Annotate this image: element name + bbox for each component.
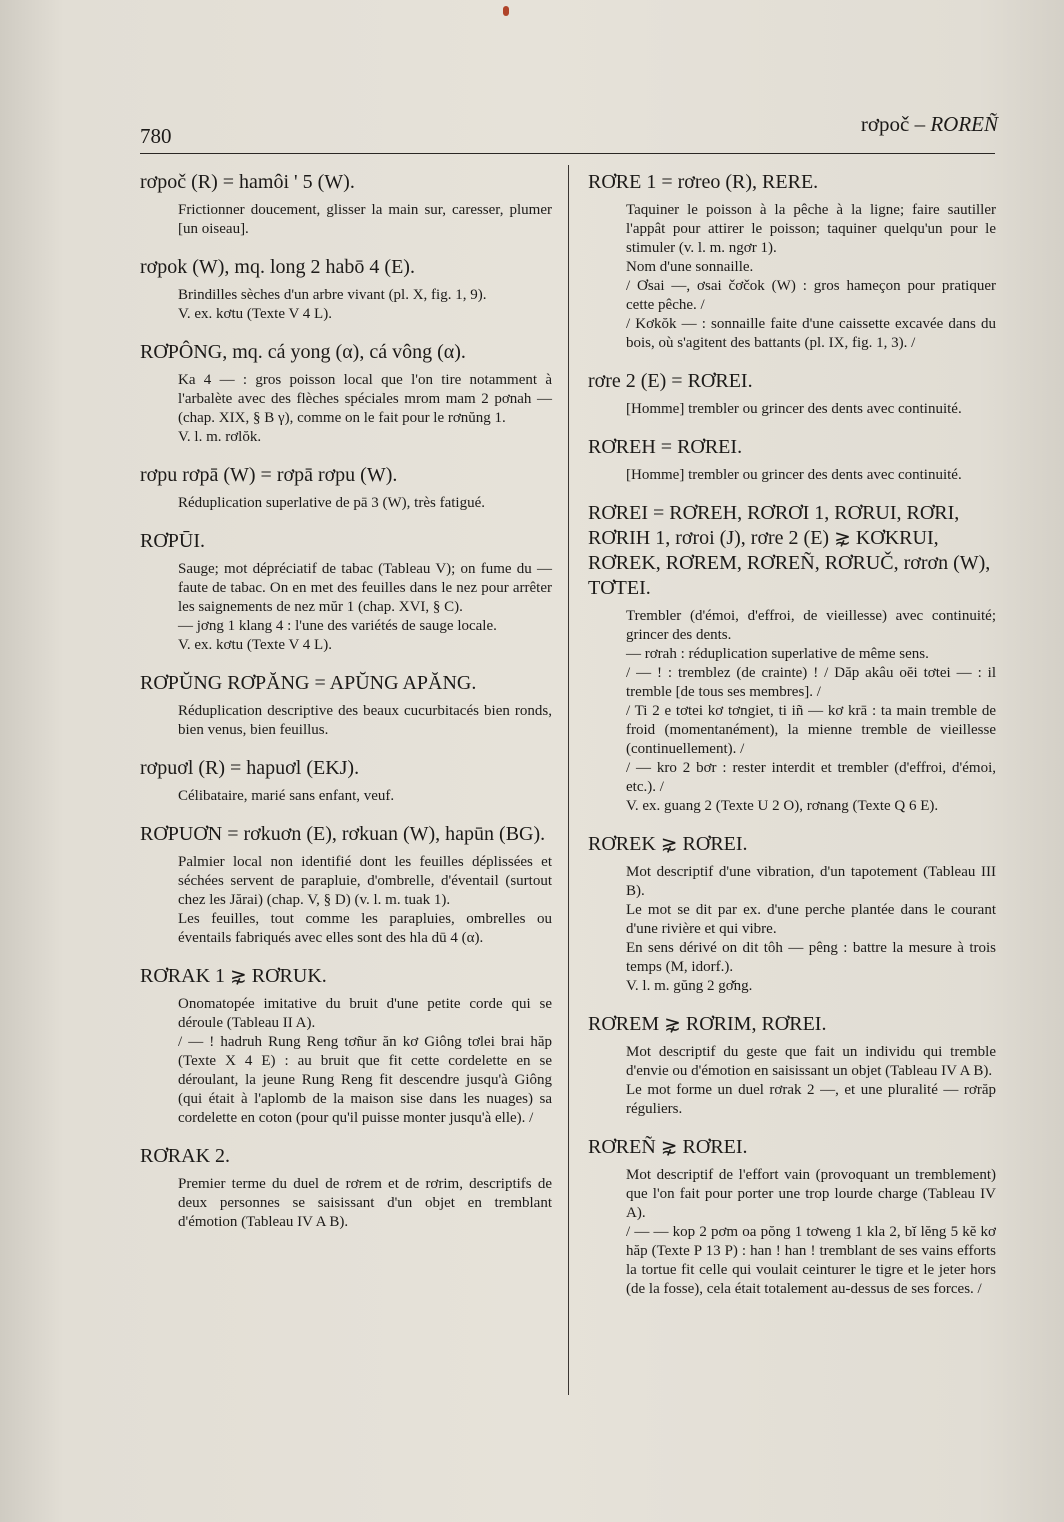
running-head-upper: ROREÑ [930,112,998,136]
definition-line: Célibataire, marié sans enfant, veuf. [178,788,395,804]
headword: RƠRAK 2. [140,1145,231,1167]
definition-line: Le mot forme un duel rơrak 2 —, et une pluralité — rơrăp réguliers. [626,1082,996,1117]
definition-line: Ka 4 — : gros poisson local que l'on tire notamment à l'arbalète avec des flèches spéciales mrom mam 2 pơnah — (chap. XIX, § B γ), comme on le fait pour le rơnŭng 1. [178,372,552,426]
headword: rơpuơl (R) = hapuơl (EKJ). [140,757,360,779]
headword: RƠPUƠN = rơkuơn (E), rơkuan (W), hapūn (BG). [140,823,546,845]
definition [626,466,996,485]
entry-rore-1 [588,170,996,353]
definition-line: / Ti 2 e tơtei kơ tơngiet, ti iñ — kơ krā : ta main tremble de froid (momentanément), la mienne tremble de vieillesse (continuellement). / [626,703,996,757]
headword: rơpok (W), mq. long 2 habō 4 (E). [140,256,415,278]
definition-line: V. l. m. rơlŏk. [178,429,262,445]
running-head-lower: rơpoč – [860,112,926,136]
definition-line: Onomatopée imitative du bruit d'une petite corde qui se déroule (Tableau II A). [178,996,552,1031]
column-divider [568,165,569,1395]
entry-rore-2 [588,369,996,419]
entry-ropuol [140,756,552,806]
definition [178,286,552,324]
definition-line: Réduplication superlative de pā 3 (W), très fatigué. [178,495,485,511]
ink-speck [503,6,509,16]
definition-line: Trembler (d'émoi, d'effroi, de vieillesse) avec continuité; grincer des dents. [626,608,996,643]
definition-line: / Ơsai —, ơsai čơčok (W) : gros hameçon pour pratiquer cette pêche. / [626,278,996,313]
definition [626,863,996,996]
definition [626,1043,996,1119]
definition [178,560,552,655]
entry-ropui [140,529,552,655]
definition-line: Premier terme du duel de rơrem et de rơrim, descriptifs de deux personnes se saisissant d'un objet en tremblant d'émotion (Tableau IV A B). [178,1176,552,1230]
headword: RƠREM ⋧ RƠRIM, RƠREI. [588,1013,827,1035]
headword: RƠREK ⋧ RƠREI. [588,833,748,855]
entry-rorak-1 [140,964,552,1128]
header-rule [140,153,995,154]
definition [626,1166,996,1299]
definition [178,787,552,806]
entry-rorei [588,501,996,816]
headword: RƠREH = RƠREI. [588,436,743,458]
definition [626,607,996,816]
definition-line: Taquiner le poisson à la pêche à la ligne; faire sautiller l'appât pour attirer le poisson; taquiner quelqu'un pour le stimuler (v. l. m. ngơr 1). [626,202,996,256]
entry-ropuon [140,822,552,948]
entry-rorak-2 [140,1144,552,1232]
entry-roren [588,1135,996,1299]
definition-line: Palmier local non identifié dont les feuilles déplissées et séchées servent de parapluie, d'ombrelle, d'éventail (surtout chez les Jărai) (chap. V, § D) (v. l. m. tuak 1). [178,854,552,908]
definition-line: Nom d'une sonnaille. [626,259,754,275]
definition-line: Réduplication descriptive des beaux cucurbitacés bien ronds, bien venus, bien feuillus. [178,703,552,738]
definition [178,702,552,740]
definition-line: V. ex. kơtu (Texte V 4 L). [178,306,332,322]
headword: rơpu rơpā (W) = rơpā rơpu (W). [140,464,398,486]
entry-ropok [140,255,552,324]
definition-line: En sens dérivé on dit tôh — pêng : battre la mesure à trois temps (M, idorf.). [626,940,996,975]
definition-line: Le mot se dit par ex. d'une perche plantée dans le courant d'une rivière et qui vibre. [626,902,996,937]
definition-line: V. ex. guang 2 (Texte U 2 O), rơnang (Texte Q 6 E). [626,798,939,814]
headword: RƠREI = RƠREH, RƠRƠI 1, RƠRUI, RƠRI, RƠRIH 1, rơroi (J), rơre 2 (E) ⋧ KƠKRUI, RƠREK, RƠREM, RƠREÑ, RƠRUČ, rơrơn (W), TƠTEI. [588,502,991,599]
definition-line: Mot descriptif du geste que fait un individu qui tremble d'envie ou d'émotion en saisissant un objet (Tableau IV A B). [626,1044,996,1079]
definition-line: / Kơkŏk — : sonnaille faite d'une caissette excavée dans du bois, où s'agitent des battants (pl. IX, fig. 1, 3). / [626,316,996,351]
definition-line: Frictionner doucement, glisser la main sur, caresser, plumer [un oiseau]. [178,202,552,237]
headword: rơre 2 (E) = RƠREI. [588,370,753,392]
definition-line: / — — kop 2 pơm oa pŏng 1 tơweng 1 kla 2, bĭ lĕng 5 kĕ kơ hăp (Texte P 13 P) : han ! han ! tremblant de ses vains efforts la tortue fit celle qui voulait ceinturer le tigre et le jeter hors (de la fosse), cela était totalement au-dessus de ses forces. / [626,1224,996,1297]
definition [178,494,552,513]
entry-ropu-ropa [140,463,552,513]
headword: RƠRE 1 = rơreo (R), RERE. [588,171,819,193]
entry-ropung-ropang [140,671,552,740]
running-head [861,112,998,137]
entry-roreh [588,435,996,485]
left-column [140,170,552,1248]
entry-ropong [140,340,552,447]
entry-rorek [588,832,996,996]
definition [178,201,552,239]
definition [626,400,996,419]
definition-line: / — kro 2 bơr : rester interdit et trembler (d'effroi, d'émoi, etc.). / [626,760,996,795]
entry-ropoc [140,170,552,239]
definition-line: — jơng 1 klang 4 : l'une des variétés de sauge locale. [178,618,497,634]
definition-line: Sauge; mot dépréciatif de tabac (Tableau V); on fume du — faute de tabac. On en met des feuilles dans le nez pour arrêter les saignements de nez mŭr 1 (chap. XVI, § C). [178,561,552,615]
right-column [588,170,996,1315]
definition-line: / — ! : tremblez (de crainte) ! / Dăp akâu oĕi tơtei — : il tremble [de tous ses membres]. / [626,665,996,700]
page-number: 780 [140,124,172,148]
definition-line: [Homme] trembler ou grincer des dents avec continuité. [626,467,962,483]
entry-rorem [588,1012,996,1119]
headword: RƠPŪI. [140,530,206,552]
definition [178,371,552,447]
definition [178,853,552,948]
definition-line: V. ex. kơtu (Texte V 4 L). [178,637,332,653]
definition-line: Brindilles sèches d'un arbre vivant (pl. X, fig. 1, 9). [178,287,487,303]
definition [178,1175,552,1232]
definition-line: Mot descriptif de l'effort vain (provoquant un tremblement) que l'on fait pour porter une trop lourde charge (Tableau IV A). [626,1167,996,1221]
headword: RƠRAK 1 ⋧ RƠRUK. [140,965,327,987]
definition-line: Les feuilles, tout comme les parapluies, ombrelles ou éventails fabriqués avec elles sont des hla dū 4 (α). [178,911,552,946]
definition-line: V. l. m. gŭng 2 gơ̆ng. [626,978,753,994]
headword: rơpoč (R) = hamôi ' 5 (W). [140,171,355,193]
definition-line: Mot descriptif d'une vibration, d'un tapotement (Tableau III B). [626,864,996,899]
definition-line: — rơrah : réduplication superlative de même sens. [626,646,929,662]
definition [626,201,996,353]
headword: RƠPŬNG RƠPĂNG = APŬNG APĂNG. [140,672,477,694]
definition [178,995,552,1128]
definition-line: / — ! hadruh Rung Reng tơñur ăn kơ Giông tơlei brai hăp (Texte X 4 E) : au bruit que fit cette cordelette en se déroulant, la jeune Rung Reng fit descendre jusqu'à Giông (qui était à l'aplomb de la maison sise dans les nuages) sa cordelette en coton (pour qu'il puisse monter jusqu'à elle). / [178,1034,552,1126]
headword: RƠPÔNG, mq. cá yong (α), cá vông (α). [140,341,466,363]
definition-line: [Homme] trembler ou grincer des dents avec continuité. [626,401,962,417]
headword: RƠREÑ ⋧ RƠREI. [588,1136,748,1158]
